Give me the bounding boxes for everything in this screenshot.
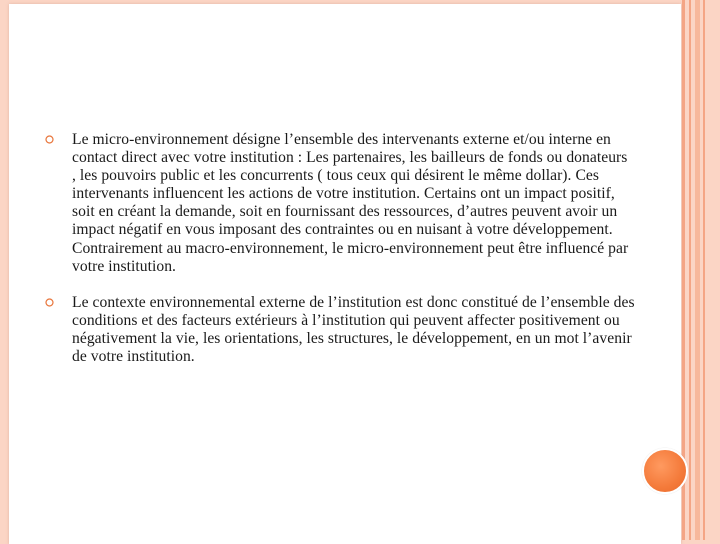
bullet-text: Le contexte environnemental externe de l’institution est donc constitué de l’ensemble des conditions et des facteurs extérieurs à l’institution qui peuvent affecter positivement ou négativement la vie, les orientations, les structures, le développement, en un mot l’avenir de votre institution. xyxy=(72,293,635,366)
circle-outline-bullet-icon xyxy=(45,135,54,144)
bullet-item-external-context xyxy=(45,294,635,366)
bullet-list xyxy=(45,131,635,384)
slide-canvas xyxy=(9,4,681,544)
orange-circle-ornament xyxy=(642,448,688,494)
decorative-stripe xyxy=(703,0,705,540)
decorative-stripe xyxy=(695,0,700,540)
bullet-item-micro-environment xyxy=(45,131,635,276)
circle-outline-bullet-icon xyxy=(45,298,54,307)
bullet-text: Le micro-environnement désigne l’ensemble des intervenants externe et/ou interne en contact direct avec votre institution : Les partenaires, les bailleurs de fonds ou donateurs , les pouvoirs public et les concurrents ( tous ceux qui désirent le même dollar). Ces intervenants influencent les actions de votre institution. Certains ont un impact positif, soit en créant la demande, soit en fournissant des ressources, d’autres peuvent avoir un impact négatif en vous imposant des contraintes ou en nuisant à votre développement. Contrairement au macro-environnement, le micro-environnement peut être influencé par votre institution. xyxy=(72,131,629,275)
decorative-stripe xyxy=(689,0,691,540)
